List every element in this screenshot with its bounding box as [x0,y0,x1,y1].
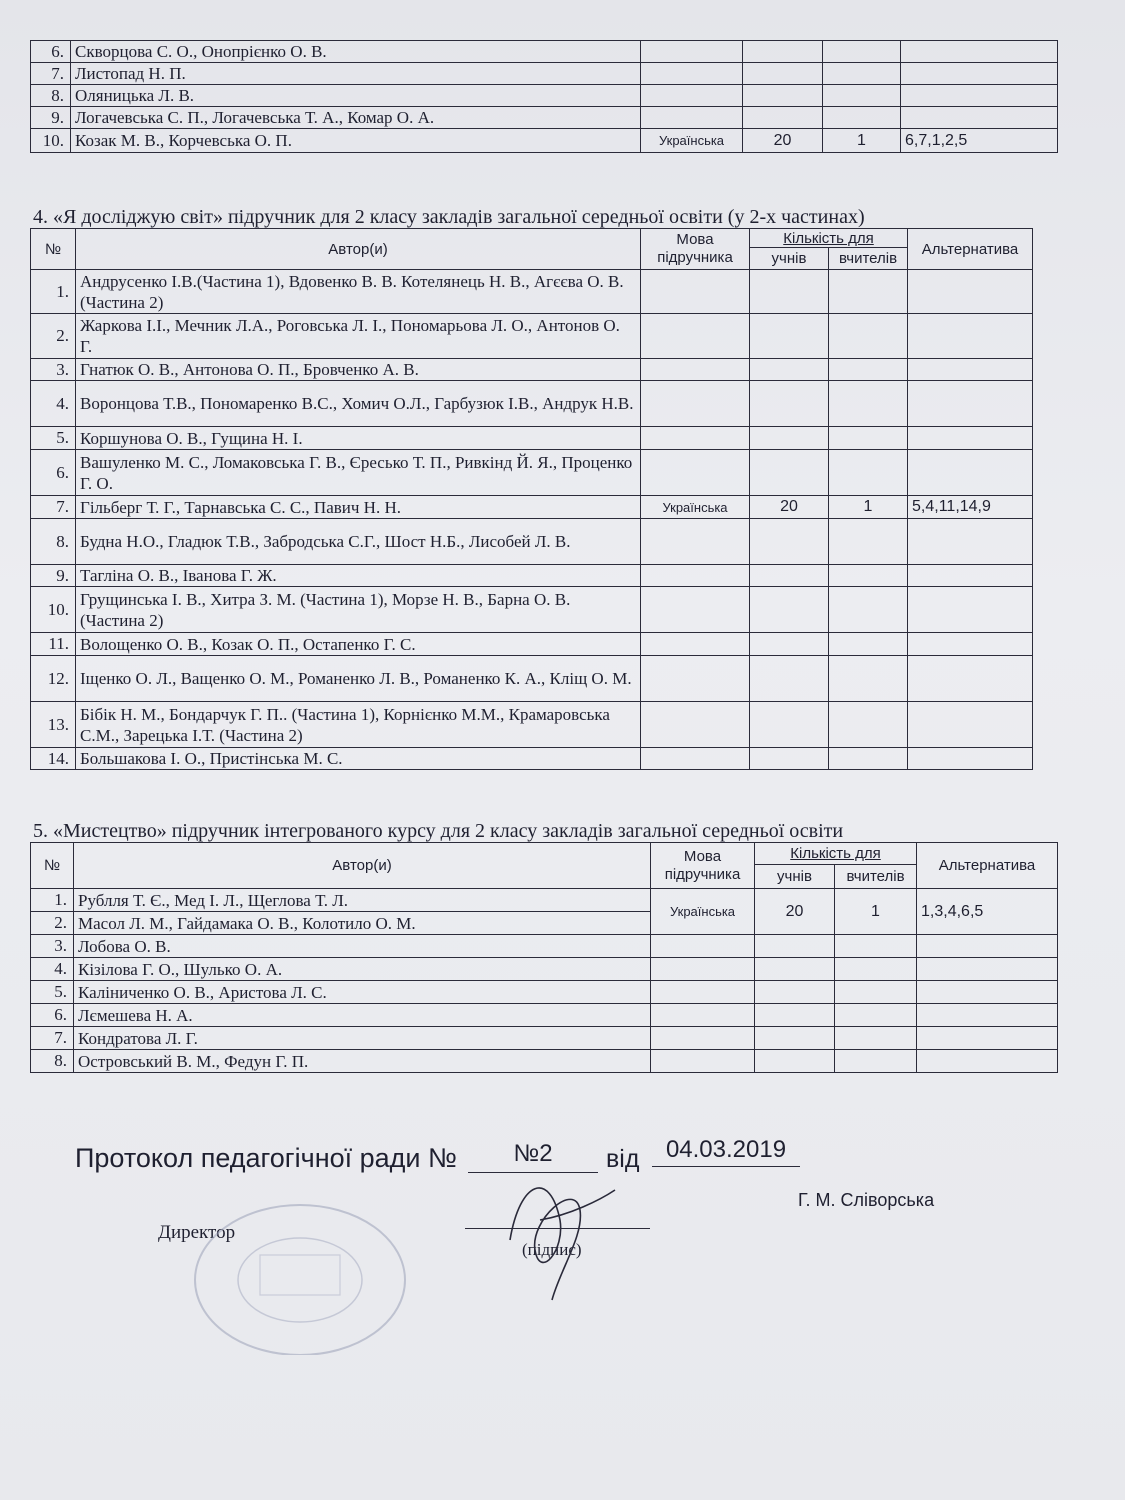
row-teachers [829,519,908,565]
row-author: Волощенко О. В., Козак О. П., Остапенко Г. С. [76,633,641,656]
row-teachers: 1 [829,496,908,519]
table-row [31,981,1058,1004]
row-alternative: 5,4,11,14,9 [908,496,1033,519]
row-teachers [823,41,901,63]
row-alternative [917,935,1058,958]
table-row [31,748,1033,770]
row-teachers [823,85,901,107]
row-alternative [917,1004,1058,1027]
col-language-header: Мова підручника [651,843,755,889]
row-language: Українська [651,889,755,935]
table-row [31,107,1058,129]
row-teachers [829,702,908,748]
table-row [31,1004,1058,1027]
row-students [743,41,823,63]
row-alternative [908,633,1033,656]
row-teachers [835,958,917,981]
row-language [641,450,750,496]
signature-image [480,1160,630,1310]
row-number: 6. [31,41,71,63]
row-author: Вашуленко М. С., Ломаковська Г. В., Єресько Т. П., Ривкінд Й. Я., Проценко Г. О. [76,450,641,496]
row-alternative: 1,3,4,6,5 [917,889,1058,935]
row-teachers [823,63,901,85]
section5-title: 5. «Мистецтво» підручник інтегрованого курсу для 2 класу закладів загальної середньої освіти [33,820,844,842]
col-students-header: учнів [750,248,829,270]
row-author: Коршунова О. В., Гущина Н. І. [76,427,641,450]
row-alternative [901,63,1058,85]
row-students [750,656,829,702]
row-teachers [829,450,908,496]
row-alternative [908,565,1033,587]
row-students [743,85,823,107]
table-row [31,633,1033,656]
row-students [755,958,835,981]
row-number: 1. [31,270,76,314]
col-author-header: Автор(и) [76,229,641,270]
col-alternative-header: Альтернатива [917,843,1058,889]
table-row [31,935,1058,958]
row-author: Островський В. М., Федун Г. П. [74,1050,651,1073]
row-author: Іщенко О. Л., Ващенко О. М., Романенко Л. В., Романенко К. А., Кліщ О. М. [76,656,641,702]
row-number: 7. [31,63,71,85]
row-number: 10. [31,587,76,633]
row-alternative [908,314,1033,359]
row-author: Гнатюк О. В., Антонова О. П., Бровченко А. В. [76,359,641,381]
row-teachers [829,565,908,587]
row-language [641,41,743,63]
row-alternative [917,1027,1058,1050]
protocol-label: Протокол педагогічної ради № [75,1143,457,1173]
row-teachers [829,587,908,633]
row-alternative: 6,7,1,2,5 [901,129,1058,153]
row-language [641,519,750,565]
row-author: Лобова О. В. [74,935,651,958]
protocol-date: 04.03.2019 [652,1136,800,1167]
row-students [750,270,829,314]
row-author: Будна Н.О., Гладюк Т.В., Забродська С.Г., Шост Н.Б., Лисобей Л. В. [76,519,641,565]
row-language [641,633,750,656]
table-row [31,359,1033,381]
row-teachers [829,748,908,770]
col-author-header: Автор(и) [74,843,651,889]
row-author: Тагліна О. В., Іванова Г. Ж. [76,565,641,587]
row-number: 5. [31,427,76,450]
row-number: 3. [31,935,74,958]
row-students: 20 [743,129,823,153]
row-number: 2. [31,912,74,935]
row-number: 9. [31,107,71,129]
col-teachers-header: вчителів [829,248,908,270]
row-number: 6. [31,450,76,496]
row-author: Масол Л. М., Гайдамака О. В., Колотило О. М. [74,912,651,935]
col-teachers-header: вчителів [835,865,917,889]
row-author: Скворцова С. О., Онопрієнко О. В. [71,41,641,63]
row-students [755,981,835,1004]
row-alternative [908,381,1033,427]
table-row [31,41,1058,63]
row-teachers: 1 [823,129,901,153]
row-students [750,587,829,633]
row-author: Бібік Н. М., Бондарчук Г. П.. (Частина 1), Корнієнко М.М., Крамаровська С.М., Зарецька І.Т. (Частина 2) [76,702,641,748]
row-language [641,270,750,314]
row-students [750,450,829,496]
row-language: Українська [641,496,750,519]
section4-title: 4. «Я досліджую світ» підручник для 2 класу закладів загальної середньої освіти (у 2-х частинах) [33,206,865,228]
row-author: Рублля Т. Є., Мед І. Л., Щеглова Т. Л. [74,889,651,912]
row-alternative [908,270,1033,314]
table-row [31,381,1033,427]
table-row [31,889,1058,912]
row-language [641,85,743,107]
table-row [31,1050,1058,1073]
row-number: 1. [31,889,74,912]
row-teachers [835,1004,917,1027]
row-alternative [908,587,1033,633]
row-teachers [829,381,908,427]
row-students [750,519,829,565]
row-language [641,427,750,450]
col-number-header: № [31,229,76,270]
protocol-number: №2 [468,1140,598,1173]
row-teachers [829,314,908,359]
row-alternative [901,41,1058,63]
row-author: Гільберг Т. Г., Тарнавська С. С., Павич Н. Н. [76,496,641,519]
row-language [641,748,750,770]
row-language [641,107,743,129]
row-number: 4. [31,381,76,427]
row-alternative [908,427,1033,450]
table-row [31,958,1058,981]
row-students [750,381,829,427]
row-number: 10. [31,129,71,153]
row-students [755,1050,835,1073]
row-alternative [901,85,1058,107]
row-teachers [823,107,901,129]
row-students [743,107,823,129]
row-students [750,748,829,770]
table-row [31,587,1033,633]
col-quantity-header: Кількість для [750,229,908,248]
row-number: 7. [31,496,76,519]
row-number: 14. [31,748,76,770]
table-row [31,85,1058,107]
row-students [750,565,829,587]
signature-hint: (підпис) [522,1240,582,1259]
row-author: Большакова І. О., Пристінська М. С. [76,748,641,770]
table-row [31,565,1033,587]
row-author: Козак М. В., Корчевська О. П. [71,129,641,153]
row-number: 8. [31,1050,74,1073]
table-row [31,270,1033,314]
section5-table [30,842,1058,1073]
row-author: Кізілова Г. О., Шулько О. А. [74,958,651,981]
col-language-header: Мова підручника [641,229,750,270]
director-label: Директор [158,1222,236,1243]
col-quantity-header: Кількість для [755,843,917,865]
row-author: Каліниченко О. В., Аристова Л. С. [74,981,651,1004]
row-students [755,1004,835,1027]
row-number: 6. [31,1004,74,1027]
row-number: 5. [31,981,74,1004]
row-author: Жаркова І.І., Мечник Л.А., Роговська Л. І., Пономарьова Л. О., Антонов О. Г. [76,314,641,359]
row-author: Оляницька Л. В. [71,85,641,107]
row-number: 4. [31,958,74,981]
row-language [651,1027,755,1050]
row-alternative [901,107,1058,129]
row-number: 9. [31,565,76,587]
row-language [641,587,750,633]
table-row [31,496,1033,519]
row-students: 20 [750,496,829,519]
row-number: 8. [31,85,71,107]
row-language [651,981,755,1004]
section4-table [30,228,1033,770]
row-language [641,565,750,587]
row-author: Лємешева Н. А. [74,1004,651,1027]
row-language [641,656,750,702]
row-language [641,359,750,381]
row-teachers [829,633,908,656]
row-author: Воронцова Т.В., Пономаренко В.С., Хомич О.Л., Гарбузюк І.В., Андрук Н.В. [76,381,641,427]
row-alternative [908,656,1033,702]
row-students [755,935,835,958]
row-teachers [835,935,917,958]
row-teachers [829,270,908,314]
row-language [651,958,755,981]
row-number: 12. [31,656,76,702]
row-language: Українська [641,129,743,153]
row-language [641,381,750,427]
table-row [31,1027,1058,1050]
row-alternative [908,702,1033,748]
row-teachers [829,427,908,450]
row-students [743,63,823,85]
table-row [31,427,1033,450]
row-alternative [908,359,1033,381]
row-language [641,702,750,748]
stamp-image [190,1195,410,1355]
row-language [641,314,750,359]
row-teachers [835,1050,917,1073]
table-row [31,656,1033,702]
row-author: Андрусенко І.В.(Частина 1), Вдовенко В. В. Котелянець Н. В., Агєєва О. В. (Частина 2) [76,270,641,314]
from-label: від [606,1145,640,1173]
table-row [31,63,1058,85]
director-name: Г. М. Сліворська [798,1190,935,1210]
row-language [651,935,755,958]
row-author: Логачевська С. П., Логачевська Т. А., Комар О. А. [71,107,641,129]
table-row [31,519,1033,565]
row-students [750,314,829,359]
row-author: Листопад Н. П. [71,63,641,85]
row-students [750,427,829,450]
row-language [651,1004,755,1027]
row-number: 11. [31,633,76,656]
table-row [31,314,1033,359]
row-teachers [829,359,908,381]
row-alternative [917,1050,1058,1073]
table-row [31,450,1033,496]
table-row [31,129,1058,153]
row-number: 8. [31,519,76,565]
row-students [750,633,829,656]
row-number: 7. [31,1027,74,1050]
table-row [31,702,1033,748]
row-alternative [908,519,1033,565]
col-number-header: № [31,843,74,889]
row-alternative [908,748,1033,770]
section3-table [30,40,1058,153]
row-language [651,1050,755,1073]
row-teachers [835,981,917,1004]
row-alternative [917,981,1058,1004]
row-alternative [917,958,1058,981]
row-language [641,63,743,85]
col-alternative-header: Альтернатива [908,229,1033,270]
row-students [750,702,829,748]
row-students [750,359,829,381]
row-students: 20 [755,889,835,935]
row-number: 3. [31,359,76,381]
row-teachers [835,1027,917,1050]
row-author: Грущинська І. В., Хитра З. М. (Частина 1), Морзе Н. В., Барна О. В. (Частина 2) [76,587,641,633]
row-students [755,1027,835,1050]
row-teachers [829,656,908,702]
row-alternative [908,450,1033,496]
col-students-header: учнів [755,865,835,889]
row-author: Кондратова Л. Г. [74,1027,651,1050]
row-number: 2. [31,314,76,359]
row-teachers: 1 [835,889,917,935]
row-number: 13. [31,702,76,748]
